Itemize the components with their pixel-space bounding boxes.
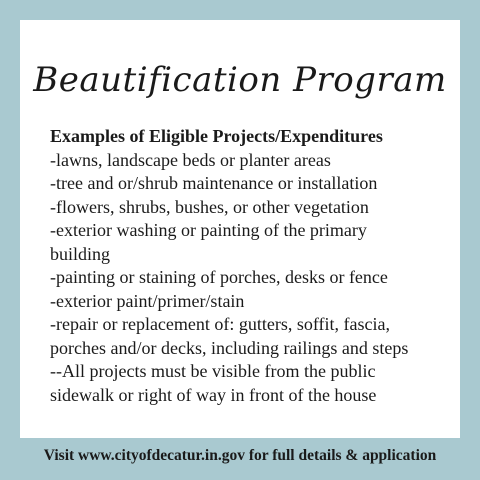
page-title: Beautification Program (33, 60, 447, 100)
info-card (20, 20, 460, 438)
list-item: -repair or replacement of: gutters, soffit, fascia, (50, 314, 391, 334)
footer-visit-text: Visit www.cityofdecatur.in.gov for full details & application (43, 447, 437, 464)
list-item: -tree and or/shrub maintenance or installation (50, 173, 378, 193)
list-item: -exterior paint/primer/stain (50, 290, 245, 311)
list-item: -flowers, shrubs, bushes, or other vegetation (50, 196, 369, 217)
list-item: -exterior washing or painting of the primary (50, 220, 367, 240)
list-item: --All projects must be visible from the public (50, 361, 376, 381)
list-item: -painting or staining of porches, desks or fence (50, 267, 388, 287)
list-heading: Examples of Eligible Projects/Expenditures (50, 126, 383, 146)
eligible-projects-list (50, 125, 470, 407)
list-item: sidewalk or right of way in front of the house (50, 384, 377, 405)
list-item: building (50, 243, 111, 264)
list-item: -lawns, landscape beds or planter areas (50, 149, 331, 170)
list-item: porches and/or decks, including railings and steps (50, 337, 409, 358)
